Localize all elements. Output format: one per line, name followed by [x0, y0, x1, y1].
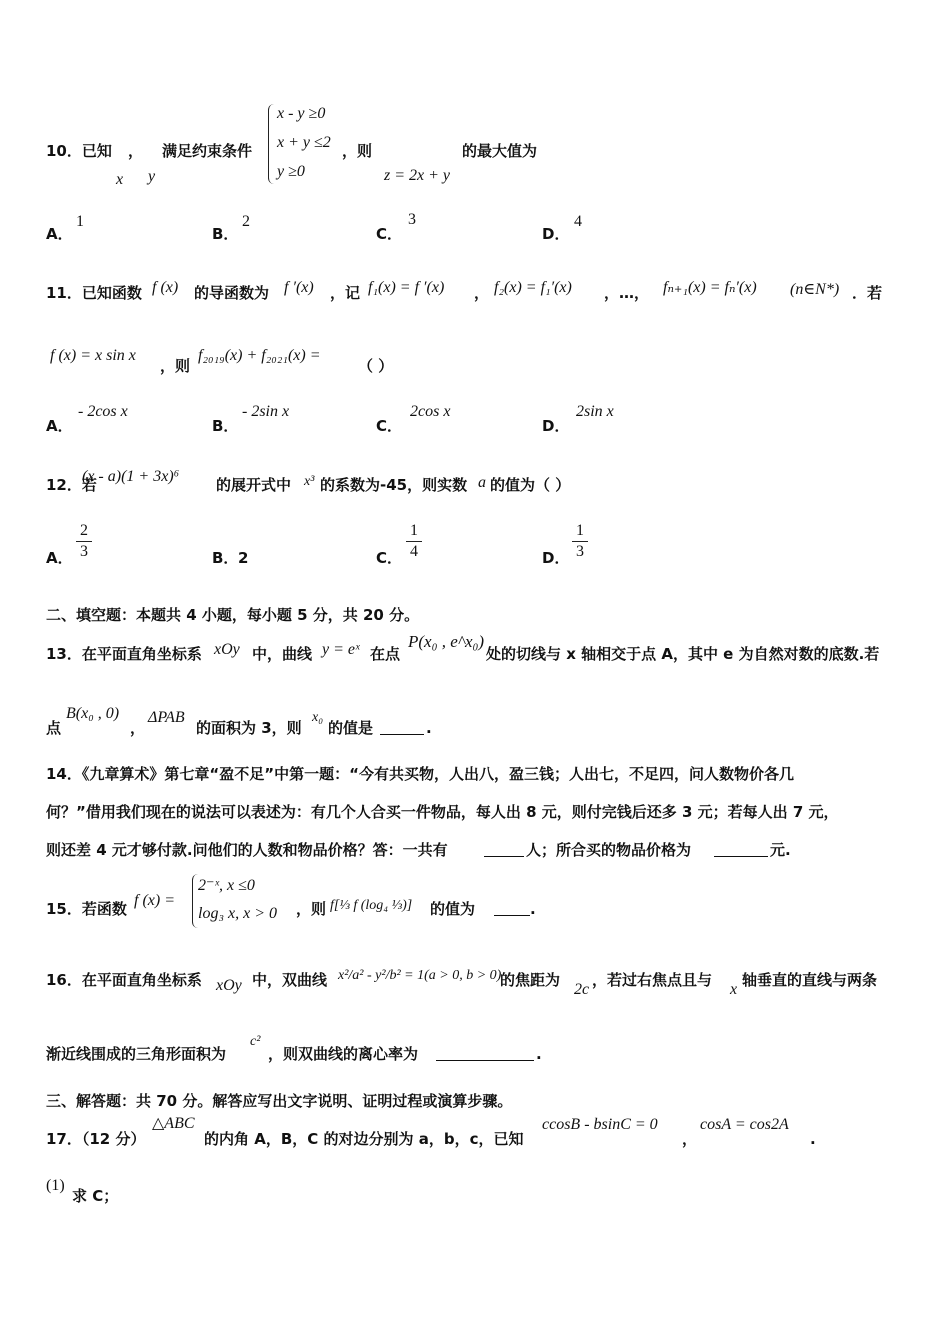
- q16-c-squared: c²: [250, 1034, 261, 1049]
- q10-option-b-label: B．: [212, 225, 239, 243]
- q15-fx: f (x) =: [134, 892, 175, 909]
- q11-f1: f₁(x) = f ′(x): [368, 279, 445, 296]
- q10-option-c-value: 3: [408, 211, 416, 228]
- q12-option-b-label: B．: [212, 549, 239, 567]
- q12-option-d-num: 1: [576, 522, 584, 539]
- q12-option-c-fraction: [406, 522, 422, 561]
- q15-c: 的值为: [430, 900, 476, 918]
- q16-g: ，则双曲线的离心率为: [268, 1045, 419, 1063]
- q12-option-a-den: 3: [80, 543, 88, 560]
- q12-option-a-fraction: [76, 522, 92, 561]
- q10-option-d-label: D．: [542, 225, 570, 243]
- q10-constraint-1: x - y ≥0: [277, 105, 326, 122]
- q15-expr: f[⅓ f (log₄ ⅓)]: [330, 898, 413, 913]
- q13-triangle: ΔPAB: [148, 709, 185, 726]
- q10-var-y: y: [148, 168, 156, 185]
- q11-option-c-value: 2cos x: [410, 403, 451, 420]
- q12-option-c-label: C．: [376, 549, 403, 567]
- q13-c: 在点: [370, 645, 401, 663]
- q11-option-a-value: - 2cos x: [78, 403, 128, 420]
- q12-option-d-fraction: [572, 522, 588, 561]
- q12-option-d-den: 3: [576, 543, 584, 560]
- q12-expr: (x - a)(1 + 3x)⁶: [82, 468, 180, 485]
- q12-a: a: [478, 474, 486, 491]
- q11-then: ，则: [160, 357, 191, 375]
- q10-var-x: x: [116, 171, 124, 188]
- q13-e: 点: [46, 719, 62, 737]
- q12-ruo: 12．若: [46, 476, 97, 494]
- q14-line3c: 元.: [770, 841, 791, 859]
- q17-part1-text: 求 C；: [72, 1187, 119, 1205]
- q14-people-blank[interactable]: [484, 842, 524, 857]
- q11-f2: f₂(x) = f₁′(x): [494, 279, 572, 296]
- q17-part1-number: (1): [46, 1177, 65, 1194]
- q16-a: 16．在平面直角坐标系: [46, 971, 202, 989]
- q12-mid2: 的系数为-45，则实数: [320, 476, 468, 494]
- q10-constraint-2: x + y ≤2: [277, 134, 331, 151]
- q13-b: 中，曲线: [252, 645, 313, 663]
- q17-end: .: [810, 1130, 816, 1148]
- q14-line3a: 则还差 4 元才够付款.问他们的人数和物品价格？答：一共有: [46, 841, 448, 859]
- q13-xoy: xOy: [214, 641, 240, 658]
- q12-option-a-num: 2: [80, 522, 88, 539]
- q11-ncond: (n∈N*): [790, 281, 840, 298]
- q11-line1-b: 的导函数为: [194, 284, 270, 302]
- q16-end: .: [536, 1045, 542, 1063]
- q11-option-d-value: 2sin x: [576, 403, 614, 420]
- q10-number: 10．已知: [46, 142, 112, 160]
- q12-option-d-label: D．: [542, 549, 570, 567]
- q13-d: 处的切线与 x 轴相交于点 A，其中 e 为自然对数的底数.若: [486, 645, 880, 663]
- q11-line1-a: 11．已知函数: [46, 284, 142, 302]
- q10-comma: ，: [128, 142, 144, 160]
- q16-e: 轴垂直的直线与两条: [742, 971, 878, 989]
- q16-twoc: 2c: [574, 981, 590, 998]
- q16-xoy: xOy: [216, 977, 242, 994]
- q12-option-b-value: 2: [238, 549, 249, 567]
- q11-sum: f₂₀₁₉(x) + f₂₀₂₁(x) =: [198, 347, 321, 364]
- q15-b: ，则: [296, 900, 327, 918]
- q11-fx: f (x): [152, 279, 179, 296]
- q13-g: 的面积为 3，则: [196, 719, 302, 737]
- q15-a: 15．若函数: [46, 900, 127, 918]
- q15-end: .: [530, 900, 536, 918]
- q13-point-p: P(x₀ , e^x₀): [408, 632, 485, 651]
- q17-b: 的内角 A，B，C 的对边分别为 a，b，c，已知: [204, 1130, 524, 1148]
- q16-answer-blank[interactable]: [436, 1046, 534, 1061]
- q14-line2: 何？”借用我们现在的说法可以表述为：有几个人合买一件物品，每人出 8 元，则付完钱后还多 3 元；若每人出 7 元，: [46, 803, 839, 821]
- q16-c: 的焦距为: [500, 971, 561, 989]
- q13-answer-blank[interactable]: [380, 720, 424, 735]
- q10-option-a-value: 1: [76, 213, 84, 230]
- q16-d: ，若过右焦点且与: [592, 971, 713, 989]
- q10-cond-text: 满足约束条件: [162, 142, 253, 160]
- q12-mid: 的展开式中: [216, 476, 292, 494]
- q10-max-text: 的最大值为: [462, 142, 538, 160]
- q11-line1-c: ，记: [330, 284, 361, 302]
- q10-option-d-value: 4: [574, 213, 582, 230]
- q12-option-c-den: 4: [410, 543, 418, 560]
- q10-option-b-value: 2: [242, 213, 250, 230]
- q10-constraint-3: y ≥0: [277, 163, 305, 180]
- q10-option-c-label: C．: [376, 225, 403, 243]
- q11-option-c-label: C．: [376, 417, 403, 435]
- q12-end: 的值为（ ）: [490, 476, 571, 494]
- q17-sep: ，: [682, 1130, 698, 1148]
- q15-answer-blank[interactable]: [494, 901, 530, 916]
- q11-fpx: f ′(x): [284, 279, 314, 296]
- q13-h: 的值是: [328, 719, 374, 737]
- q16-b: 中，双曲线: [252, 971, 328, 989]
- q16-x: x: [730, 981, 738, 998]
- q14-line3b: 人；所合买的物品价格为: [526, 841, 692, 859]
- q10-objective: z = 2x + y: [384, 167, 451, 184]
- q15-case-1: 2⁻ˣ, x ≤0: [198, 877, 255, 894]
- q17-triangle: △ABC: [152, 1115, 195, 1132]
- q11-option-d-label: D．: [542, 417, 570, 435]
- q14-line1: 14．《九章算术》第七章“盈不足”中第一题：“今有共买物，人出八，盈三钱；人出七，不足四，问人数物价各几: [46, 765, 794, 783]
- q11-ruo: ．若: [852, 284, 883, 302]
- q17-eq1: ccosB - bsinC = 0: [542, 1116, 658, 1133]
- q10-then: ，则: [342, 142, 373, 160]
- q11-option-a-label: A．: [46, 417, 73, 435]
- q13-curve: y = eˣ: [322, 641, 360, 658]
- q14-price-blank[interactable]: [714, 842, 768, 857]
- q16-hyperbola: x²/a² - y²/b² = 1(a > 0, b > 0): [338, 968, 502, 983]
- q13-f: ，: [130, 719, 146, 737]
- q11-paren: （ ）: [358, 357, 394, 375]
- q15-case-2: log₃ x, x > 0: [198, 905, 278, 922]
- q13-x0: x₀: [312, 710, 324, 725]
- q13-point-b: B(x₀ , 0): [66, 705, 120, 722]
- q11-sep: ，: [474, 284, 490, 302]
- q12-option-c-num: 1: [410, 522, 418, 539]
- section-3-heading: 三、解答题：共 70 分。解答应写出文字说明、证明过程或演算步骤。: [46, 1092, 513, 1110]
- q13-a: 13．在平面直角坐标系: [46, 645, 202, 663]
- q13-end: .: [426, 719, 432, 737]
- q11-option-b-label: B．: [212, 417, 239, 435]
- q12-option-a-label: A．: [46, 549, 73, 567]
- q11-fn: fₙ₊₁(x) = fₙ′(x): [663, 279, 757, 296]
- q10-option-a-label: A．: [46, 225, 73, 243]
- q11-dots: ，…，: [604, 284, 650, 302]
- q12-x3: x³: [304, 474, 315, 489]
- q11-option-b-value: - 2sin x: [242, 403, 290, 420]
- section-2-heading: 二、填空题：本题共 4 小题，每小题 5 分，共 20 分。: [46, 606, 420, 624]
- q16-f: 渐近线围成的三角形面积为: [46, 1045, 227, 1063]
- q17-eq2: cosA = cos2A: [700, 1116, 789, 1133]
- q17-a: 17．（12 分）: [46, 1130, 146, 1148]
- q11-def: f (x) = x sin x: [50, 347, 136, 364]
- q10-brace: [268, 104, 275, 184]
